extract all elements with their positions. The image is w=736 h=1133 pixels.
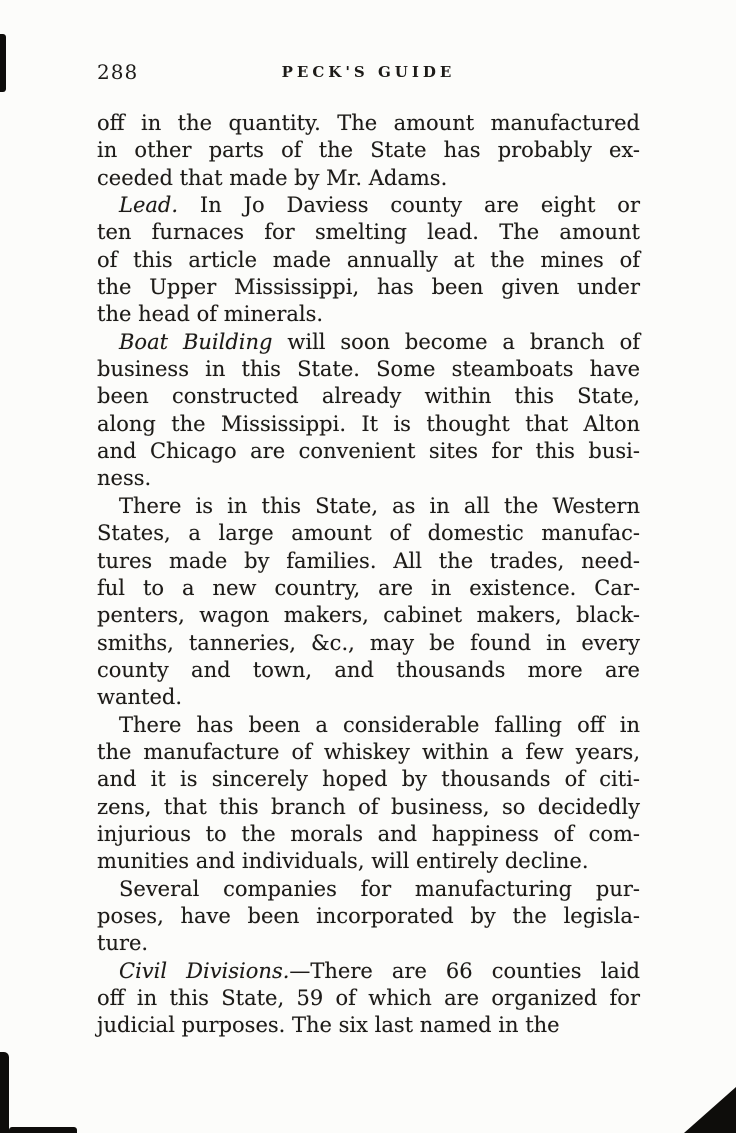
text-line: and it is sincerely hoped by thousands of citi-	[97, 767, 640, 792]
text-line: and Chicago are convenient sites for this busi-	[97, 439, 640, 464]
paragraph	[97, 712, 640, 876]
text-line: the manufacture of whiskey within a few years,	[97, 739, 640, 764]
text-line: off in the quantity. The amount manufactured	[97, 111, 640, 135]
scan-artifact-bottom-edge	[9, 1127, 77, 1133]
paragraph	[97, 192, 640, 329]
paragraph	[97, 110, 640, 192]
scan-artifact-top-left	[0, 34, 6, 92]
paragraph	[97, 876, 640, 958]
text-line: the Upper Mississippi, has been given under	[97, 275, 640, 300]
italic-lead: Civil Divisions.	[119, 958, 290, 983]
italic-lead: Lead.	[119, 193, 179, 218]
text-line: tures made by families. All the trades, need-	[97, 548, 640, 573]
paragraph	[97, 329, 640, 493]
text-line: Lead. In Jo Daviess county are eight or	[119, 193, 640, 218]
scan-artifact-bottom-right	[684, 1087, 736, 1133]
text-line: county and town, and thousands more are	[97, 657, 640, 682]
text-line: business in this State. Some steamboats have	[97, 357, 640, 382]
text-line: wanted.	[97, 685, 183, 710]
text-line: There is in this State, as in all the Western	[119, 493, 640, 518]
text-line: zens, that this branch of business, so decidedly	[97, 794, 640, 819]
text-line: ture.	[97, 931, 149, 956]
scan-artifact-bottom-left	[0, 1052, 9, 1133]
page-header	[97, 60, 640, 90]
paragraph	[97, 493, 640, 712]
text-line: been constructed already within this State,	[97, 384, 640, 409]
text-line: off in this State, 59 of which are organized for	[97, 986, 640, 1010]
text-line: ten furnaces for smelting lead. The amount	[97, 220, 640, 245]
text-line: There has been a considerable falling off in	[119, 712, 640, 737]
text-line: States, a large amount of domestic manufac-	[97, 521, 640, 546]
text-line: ness.	[97, 466, 152, 491]
text-line: Boat Building will soon become a branch of	[119, 329, 640, 354]
paragraph	[97, 958, 640, 1040]
text-line: of this article made annually at the mines of	[97, 247, 640, 272]
running-title: PECK'S GUIDE	[281, 63, 456, 81]
italic-lead: Boat Building	[119, 329, 273, 354]
text-line: the head of minerals.	[97, 302, 324, 327]
text-line: ceeded that made by Mr. Adams.	[97, 165, 448, 190]
text-line: in other parts of the State has probably ex-	[97, 138, 640, 163]
text-line: Civil Divisions.—There are 66 counties laid	[119, 958, 640, 983]
text-line: Several companies for manufacturing pur-	[119, 876, 640, 901]
text-line: penters, wagon makers, cabinet makers, black-	[97, 603, 640, 628]
text-line: judicial purposes. The six last named in the	[97, 1013, 560, 1038]
text-line: munities and individuals, will entirely decline.	[97, 849, 589, 874]
page-number: 288	[97, 60, 139, 84]
text-line: poses, have been incorporated by the legisla-	[97, 903, 640, 928]
page-body	[97, 110, 640, 1040]
text-line: ful to a new country, are in existence. Car-	[97, 575, 640, 600]
text-line: injurious to the morals and happiness of com-	[97, 821, 640, 846]
text-line: along the Mississippi. It is thought that Alton	[97, 411, 640, 436]
text-line: smiths, tanneries, &c., may be found in every	[97, 630, 640, 655]
